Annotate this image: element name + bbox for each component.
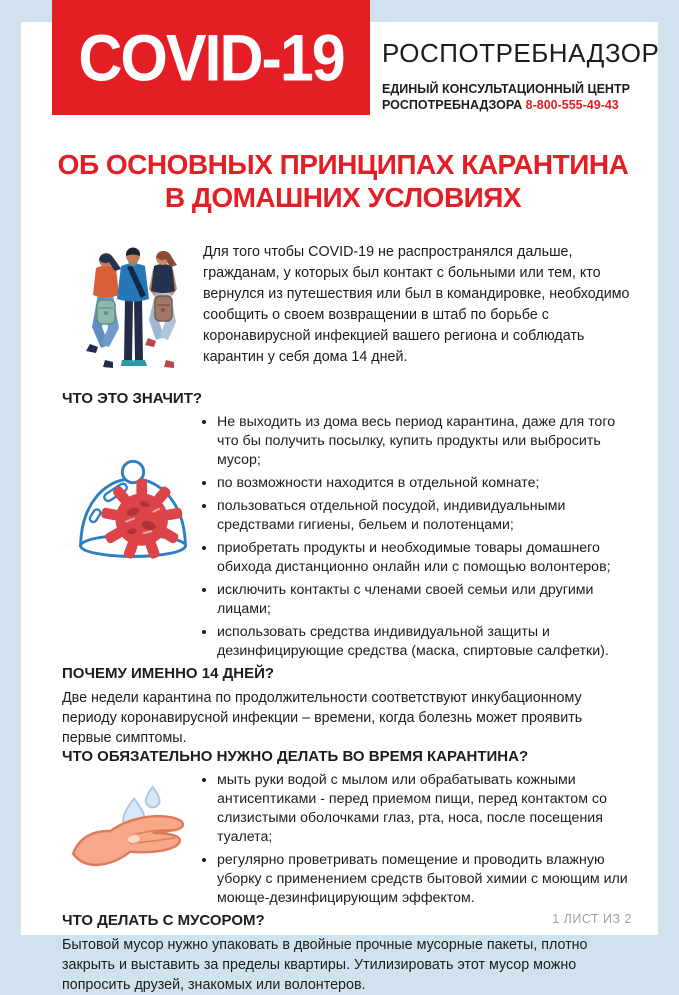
list-item: • пользоваться отдельной посудой, индивидуальными средствами гигиены, бельем и полотенцами;	[217, 497, 632, 535]
trash-text: Бытовой мусор нужно упаковать в двойные прочные мусорные пакеты, плотно закрыть и выставить за пределы квартиры. Утилизировать этот мусор можно попросить друзей, знакомых или волонтеров.	[62, 937, 588, 993]
why-14-days-text: Две недели карантина по продолжительности соответствуют инкубационному периоду коронавирусной инфекции – времени, когда болезнь может проявить первые симптомы.	[62, 690, 583, 746]
section-title-trash: ЧТО ДЕЛАТЬ С МУСОРОМ?	[62, 912, 265, 929]
list-item: • регулярно проветривать помещение и проводить влажную уборку с применением средств бытовой химии с моющим или моюще-дезинфицирующим эффектом.	[217, 851, 632, 908]
list-item: • Не выходить из дома весь период карантина, даже для того что бы получить посылку, купить продукты или выбросить мусор;	[217, 413, 632, 470]
covid19-banner-text: COVID-19	[78, 20, 344, 95]
list-item: • по возможности находится в отдельной комнате;	[217, 474, 632, 493]
hotline-phone: 8-800-555-49-43	[525, 97, 619, 112]
must-do-section	[62, 771, 632, 912]
hand-water-drops-icon	[62, 781, 203, 887]
consultation-center-line1: ЕДИНЫЙ КОНСУЛЬТАЦИОННЫЙ ЦЕНТР	[382, 82, 630, 96]
list-item: • использовать средства индивидуальной защиты и дезинфицирующие средства (маска, спиртовые салфетки).	[217, 623, 632, 661]
travelers-icon	[62, 238, 203, 376]
intro-text: Для того чтобы COVID-19 не распространялся дальше, гражданам, у которых был контакт с больными или тем, кто вернулся из путешествия или был в командировке, необходимо сообщить о своем возвращении в штаб по борьбе с коронавирусной инфекцией вашего региона и соблюдать карантин у себя дома 14 дней.	[203, 244, 630, 365]
covid19-banner	[52, 0, 370, 115]
org-name: РОСПОТРЕБНАДЗОР	[382, 38, 660, 68]
page-title-line1: ОБ ОСНОВНЫХ ПРИНЦИПАХ КАРАНТИНА	[57, 149, 629, 180]
must-do-list	[203, 771, 632, 908]
section-title-why-14-days: ПОЧЕМУ ИМЕННО 14 ДНЕЙ?	[62, 665, 275, 682]
what-it-means-section	[62, 413, 632, 665]
consultation-center-line2: РОСПОТРЕБНАДЗОРА 8-800-555-49-43	[382, 97, 619, 112]
intro-section	[62, 238, 632, 390]
list-item: • приобретать продукты и необходимые товары домашнего обихода дистанционно онлайн или с помощью волонтеров;	[217, 539, 632, 577]
consultation-center-block	[382, 82, 632, 113]
page-title-line2: В ДОМАШНИХ УСЛОВИЯХ	[164, 182, 522, 213]
page-title	[54, 148, 632, 214]
poster-page	[21, 20, 660, 993]
page-number-label: 1 ЛИСТ ИЗ 2	[552, 912, 632, 926]
virus-under-dome-icon	[62, 441, 203, 569]
section-title-what-it-means: ЧТО ЭТО ЗНАЧИТ?	[62, 390, 203, 407]
section-title-must-do: ЧТО ОБЯЗАТЕЛЬНО НУЖНО ДЕЛАТЬ ВО ВРЕМЯ КАРАНТИНА?	[62, 748, 529, 765]
list-item: • исключить контакты с членами своей семьи или другими лицами;	[217, 581, 632, 619]
what-it-means-list	[203, 413, 632, 661]
header-org-block	[382, 38, 660, 113]
list-item: • мыть руки водой с мылом или обрабатывать кожными антисептиками - перед приемом пищи, перед контактом со слизистыми оболочками глаз, рта, носа, после посещения туалета;	[217, 771, 632, 847]
